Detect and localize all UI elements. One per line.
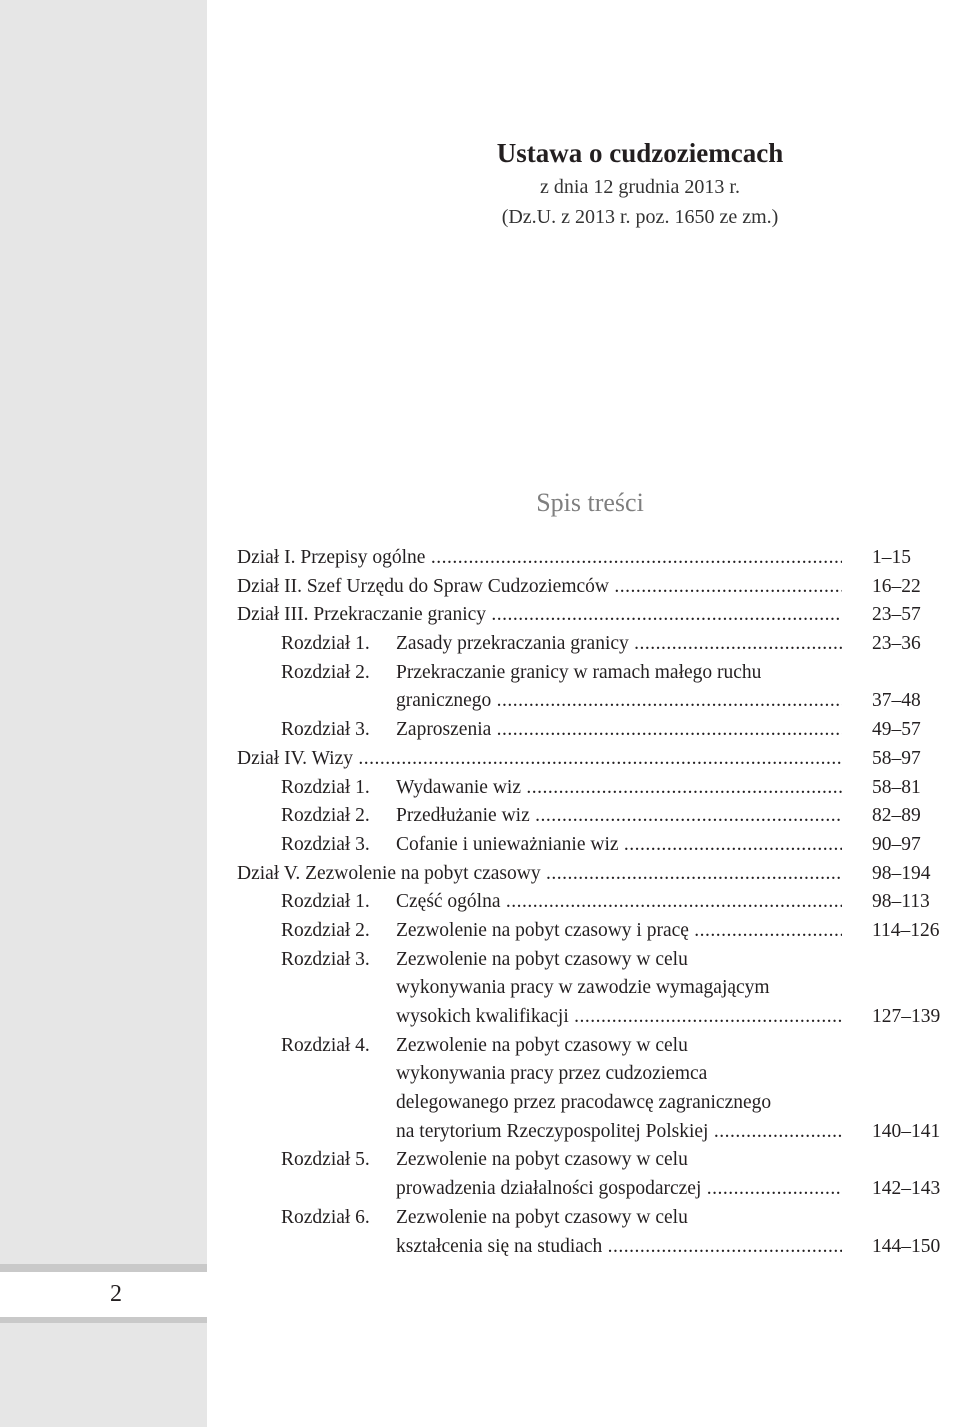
toc-entry-title: Cofanie i unieważnianie wiz ..... <box>396 831 842 860</box>
toc-entry-title: Zezwolenie na pobyt czasowy w celu <box>396 1034 688 1056</box>
toc-entry <box>237 946 957 975</box>
toc-entry <box>237 687 957 716</box>
toc-entry-title: na terytorium Rzeczypospolitej Polskiej ..... <box>396 1118 842 1147</box>
toc-page-range: 49–57 <box>872 719 921 741</box>
toc-page-range: 144–150 <box>872 1235 941 1257</box>
toc-entry-title: Zaproszenia ..... <box>396 716 842 745</box>
toc-page-range: 16–22 <box>872 575 921 597</box>
toc-entry-title: prowadzenia działalności gospodarczej ..... <box>396 1175 842 1204</box>
toc-entry <box>237 1233 957 1262</box>
toc-entry-title: Wydawanie wiz ..... <box>396 774 842 803</box>
toc-part-title: Dział IV. Wizy ..... <box>237 745 842 774</box>
toc-chapter-label: Rozdział 2. <box>281 805 370 827</box>
toc-entry-title: Przekraczanie granicy w ramach małego ruchu <box>396 661 762 683</box>
toc-entry-title: Zezwolenie na pobyt czasowy w celu <box>396 1206 688 1228</box>
toc-page-range: 142–143 <box>872 1178 941 1200</box>
toc-page-range: 90–97 <box>872 833 921 855</box>
toc-entry <box>237 1175 957 1204</box>
toc-entry-title: Część ogólna ..... <box>396 888 842 917</box>
toc-part-title: Dział III. Przekraczanie granicy ..... <box>237 601 842 630</box>
toc-chapter-label: Rozdział 3. <box>281 833 370 855</box>
toc-chapter-label: Rozdział 2. <box>281 919 370 941</box>
toc-part-title: Dział II. Szef Urzędu do Spraw Cudzoziemców ..... <box>237 573 842 602</box>
toc-chapter-label: Rozdział 6. <box>281 1206 370 1228</box>
toc-entry <box>237 802 957 831</box>
document-title: Ustawa o cudzoziemcach <box>496 138 784 168</box>
toc-entry <box>237 774 957 803</box>
toc-page-range: 140–141 <box>872 1120 941 1142</box>
document-source: (Dz.U. z 2013 r. poz. 1650 ze zm.) <box>501 206 779 228</box>
toc-entry <box>237 1089 957 1118</box>
side-margin-band <box>0 0 207 1264</box>
page-number: 2 <box>110 1281 122 1307</box>
toc-entry <box>237 917 957 946</box>
toc-chapter-label: Rozdział 4. <box>281 1034 370 1056</box>
toc-part-title: Dział I. Przepisy ogólne ..... <box>237 544 842 573</box>
toc-chapter-label: Rozdział 3. <box>281 719 370 741</box>
toc-page-range: 98–194 <box>872 862 931 884</box>
document-header <box>380 134 900 232</box>
toc-entry-title: Zezwolenie na pobyt czasowy w celu <box>396 1149 688 1171</box>
toc-chapter-label: Rozdział 1. <box>281 633 370 655</box>
toc-entry <box>237 974 957 1003</box>
toc-entry <box>237 716 957 745</box>
toc-page-range: 23–57 <box>872 604 921 626</box>
toc-chapter-label: Rozdział 5. <box>281 1149 370 1171</box>
toc-page-range: 98–113 <box>872 891 930 913</box>
toc-page-range: 127–139 <box>872 1006 941 1027</box>
toc-entry <box>237 1060 957 1089</box>
toc-page-range: 37–48 <box>872 690 921 712</box>
toc-entry-title: delegowanego przez pracodawcę zagranicznego <box>396 1092 772 1114</box>
toc-entry <box>237 1003 957 1032</box>
toc-page-range: 58–97 <box>872 747 921 769</box>
toc-entry-title: kształcenia się na studiach ..... <box>396 1233 842 1262</box>
toc-page-range: 1–15 <box>872 547 911 568</box>
toc-entry-title: Zasady przekraczania granicy ..... <box>396 630 842 659</box>
toc-entry <box>237 1146 957 1175</box>
toc-page-range: 23–36 <box>872 633 921 655</box>
toc-entry-title: wykonywania pracy przez cudzoziemca <box>396 1063 708 1085</box>
toc-page-range: 82–89 <box>872 805 921 827</box>
toc-entry <box>237 745 957 774</box>
toc-heading: Spis treści <box>536 488 644 517</box>
page-number-rule-top <box>0 1264 207 1272</box>
toc-entry-title: wykonywania pracy w zawodzie wymagającym <box>396 977 770 999</box>
toc-entry <box>237 1204 957 1233</box>
toc-entry <box>237 831 957 860</box>
toc-chapter-label: Rozdział 2. <box>281 661 370 683</box>
toc-chapter-label: Rozdział 1. <box>281 776 370 798</box>
toc-page-range: 58–81 <box>872 776 921 798</box>
toc-entry <box>237 630 957 659</box>
toc-part-title: Dział V. Zezwolenie na pobyt czasowy ..... <box>237 860 842 889</box>
toc-entry <box>237 601 957 630</box>
toc-entry <box>237 659 957 688</box>
toc-entry-title: Zezwolenie na pobyt czasowy i pracę ..... <box>396 917 842 946</box>
toc-entry <box>237 860 957 889</box>
toc-entry <box>237 888 957 917</box>
toc-entry-title: wysokich kwalifikacji ..... <box>396 1003 842 1032</box>
toc-entry <box>237 573 957 602</box>
toc-entry-title: Przedłużanie wiz ..... <box>396 802 842 831</box>
document-date: z dnia 12 grudnia 2013 r. <box>540 176 740 198</box>
toc-entry-title: granicznego ..... <box>396 687 842 716</box>
toc-entry <box>237 1032 957 1061</box>
toc-chapter-label: Rozdział 1. <box>281 891 370 913</box>
toc-entry <box>237 544 957 573</box>
toc-page-range: 114–126 <box>872 919 940 941</box>
side-margin-band-bottom <box>0 1323 207 1427</box>
toc-entry-title: Zezwolenie na pobyt czasowy w celu <box>396 948 688 970</box>
toc-chapter-label: Rozdział 3. <box>281 948 370 970</box>
table-of-contents <box>237 544 957 1261</box>
toc-entry <box>237 1118 957 1147</box>
